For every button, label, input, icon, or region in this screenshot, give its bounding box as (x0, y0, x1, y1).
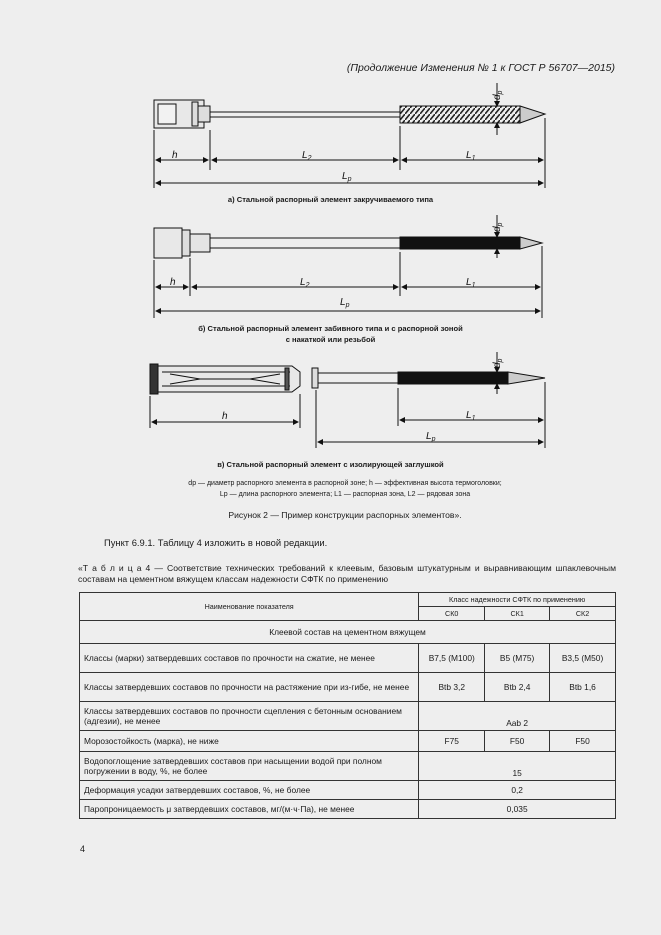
svg-text:L1: $L_1$ (466, 277, 476, 289)
table-row: Водопоглощение затвердевших составов при насыщении водой при полном погружении в воду, %, не более 15 (80, 752, 616, 781)
amendment-paragraph: Пункт 6.9.1. Таблицу 4 изложить в новой редакции. (104, 537, 328, 548)
table-row: Деформация усадки затвердевших составов, %, не более 0,2 (80, 781, 616, 800)
svg-text:dр: $d_р$ (492, 222, 504, 232)
svg-text:Lр: $L_р$ (340, 297, 350, 309)
figure-legend-line2: Lр — длина распорного элемента; L1 — распорная зона, L2 — рядовая зона (219, 491, 471, 498)
table-title: «Т а б л и ц а 4 — Соответствие технических требований к клеевым, базовым штукатурным и выравнивающим шпаклевочным составам на цементном вяжущем классам надежности СФТК по применению (78, 563, 616, 584)
svg-text:Lр: $L_р$ (426, 431, 436, 443)
anchor-c-drawing (150, 352, 545, 448)
svg-text:L1: $L_1$ (466, 150, 476, 162)
svg-text:h: h (222, 411, 228, 422)
table-row: Паропроницаемость μ затвердевших составов, мг/(м·ч·Па), не менее 0,035 (80, 800, 616, 819)
col-header-class: Класс надежности СФТК по применению (419, 593, 616, 607)
table-row: Морозостойкость (марка), не ниже F75 F50 F50 (80, 731, 616, 752)
running-header: (Продолжение Изменения № 1 к ГОСТ Р 56707—2015) (346, 62, 615, 74)
svg-text:Lр: $L_р$ (342, 171, 352, 183)
caption-c: в) Стальной распорный элемент с изолирующей заглушкой (217, 460, 444, 469)
col-header-ck2: СК2 (550, 607, 616, 621)
svg-text:dр: $d_р$ (492, 358, 504, 368)
svg-text:h: h (170, 277, 176, 288)
table-row: Классы (марки) затвердевших составов по прочности на сжатие, не менее В7,5 (М100) В5 (М75) В3,5 (М50) (80, 644, 616, 673)
svg-text:L1: $L_1$ (466, 410, 476, 422)
dim-h-a: h (172, 150, 178, 161)
col-header-ck1: СК1 (485, 607, 550, 621)
figure-title: Рисунок 2 — Пример конструкции распорных элементов». (228, 510, 462, 520)
table-row: Классы затвердевших составов по прочности на растяжение при из-гибе, не менее Вtb 3,2 Вtb 2,4 Вtb 1,6 (80, 673, 616, 702)
requirements-table (79, 592, 616, 819)
caption-b-line1: б) Стальной распорный элемент забивного типа и с распорной зоной (198, 324, 463, 333)
caption-a: а) Стальной распорный элемент закручиваемого типа (227, 195, 434, 204)
anchor-a-drawing (154, 83, 545, 188)
svg-text:L2: $L_2$ (302, 150, 312, 162)
figure-legend-line1: dр — диаметр распорного элемента в распорной зоне; h — эффективная высота термоголовки; (188, 480, 502, 487)
col-header-name: Наименование показателя (80, 593, 419, 621)
caption-b-line2: с накаткой или резьбой (285, 335, 376, 344)
table-row: Классы затвердевших составов по прочности сцепления с бетонным основанием (адгезии), не менее Aab 2 (80, 702, 616, 731)
page-number: 4 (80, 844, 86, 854)
section-title: Клеевой состав на цементном вяжущем (80, 621, 616, 644)
svg-text:L2: $L_2$ (300, 277, 310, 289)
col-header-ck0: СК0 (419, 607, 485, 621)
svg-text:dр: $d_р$ (492, 90, 504, 100)
